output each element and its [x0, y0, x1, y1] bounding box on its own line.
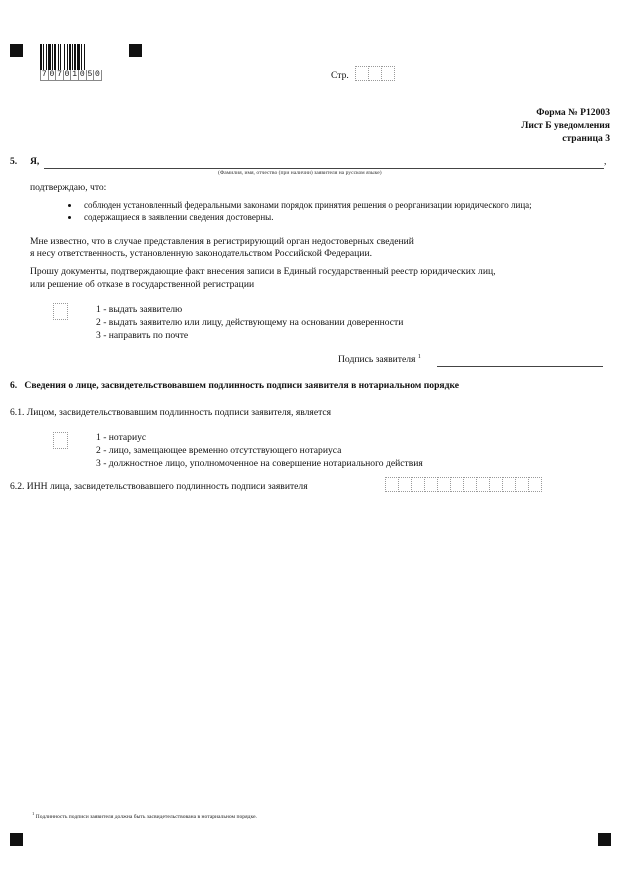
inn-cell[interactable] — [502, 477, 516, 492]
sheet-title: Лист Б уведомления — [521, 120, 610, 131]
responsibility-line2: я несу ответственность, установленную законодательством Российской Федерации. — [30, 248, 372, 259]
inn-cell[interactable] — [385, 477, 399, 492]
barcode-digit: 7 — [57, 70, 62, 79]
q62-text: 6.2. ИНН лица, засвидетельствовавшего подлинность подписи заявителя — [10, 481, 308, 492]
responsibility-line1: Мне известно, что в случае представления в регистрирующий орган недостоверных сведений — [30, 236, 414, 247]
applicant-name-field[interactable] — [44, 168, 604, 169]
inn-cell[interactable] — [424, 477, 438, 492]
footnote-mark: 1 — [32, 811, 35, 816]
inn-cell[interactable] — [489, 477, 503, 492]
inn-cell[interactable] — [528, 477, 542, 492]
barcode-digit: 1 — [72, 70, 78, 79]
notary-option: 3 - должностное лицо, уполномоченное на совершение нотариального действия — [96, 458, 423, 469]
barcode-digit: 0 — [79, 70, 85, 79]
page-number-cell[interactable] — [381, 66, 395, 81]
notary-option: 1 - нотариус — [96, 432, 147, 443]
q61-text: 6.1. Лицом, засвидетельствовавшим подлинность подписи заявителя, является — [10, 407, 332, 418]
inn-cell[interactable] — [463, 477, 477, 492]
form-header — [521, 106, 610, 145]
delivery-option: 3 - направить по почте — [96, 330, 189, 341]
footnote-text: Подлинность подписи заявителя должна быть засвидетельствована в нотариальном порядке. — [35, 813, 257, 820]
bullet-icon — [68, 216, 71, 219]
barcode-digit: 5 — [87, 70, 93, 79]
barcode-digit: 0 — [95, 70, 100, 79]
inn-cell[interactable] — [411, 477, 425, 492]
delivery-option-checkbox[interactable] — [53, 303, 68, 320]
signature-footnote-mark: 1 — [417, 354, 421, 360]
bullet-item: содержащиеся в заявлении сведения достоверны. — [84, 212, 274, 222]
section6-title: 6. Сведения о лице, засвидетельствовавшем подлинность подписи заявителя в нотариальном порядке — [10, 380, 459, 391]
signature-label — [338, 354, 421, 365]
corner-marker-bottom-right — [598, 833, 611, 846]
signature-field[interactable] — [437, 366, 603, 367]
corner-marker-bottom-left — [10, 833, 23, 846]
section5-number: 5. — [10, 156, 18, 167]
barcode-digits — [40, 70, 101, 81]
section5-lead: Я, — [30, 156, 40, 167]
barcode-bar — [85, 44, 86, 70]
inn-cell[interactable] — [450, 477, 464, 492]
footnote — [32, 811, 257, 820]
form-number: Форма № Р12003 — [536, 107, 610, 118]
name-caption: (Фамилия, имя, отчество (при наличии) заявителя на русском языке) — [218, 170, 382, 176]
page-number-cell[interactable] — [355, 66, 369, 81]
page-number-cell[interactable] — [368, 66, 382, 81]
corner-marker-top-left — [10, 44, 23, 57]
bullet-item: соблюден установленный федеральными законами порядок принятия решения о реорганизации юридического лица; — [84, 200, 532, 210]
delivery-option: 2 - выдать заявителю или лицу, действующему на основании доверенности — [96, 317, 404, 328]
barcode-bars — [40, 44, 101, 70]
inn-cell[interactable] — [476, 477, 490, 492]
page-label: Стр. — [331, 70, 349, 81]
request-line2: или решение об отказе в государственной регистрации — [30, 279, 255, 290]
page-title: страница 3 — [562, 133, 610, 144]
page-number-cells[interactable] — [355, 66, 394, 81]
barcode-digit: 7 — [41, 70, 47, 79]
delivery-option: 1 - выдать заявителю — [96, 304, 183, 315]
inn-cell[interactable] — [398, 477, 412, 492]
barcode — [40, 44, 101, 81]
confirm-text: подтверждаю, что: — [30, 182, 107, 193]
trailing-comma: , — [604, 156, 607, 167]
inn-cell[interactable] — [437, 477, 451, 492]
inn-cell[interactable] — [515, 477, 529, 492]
request-line1: Прошу документы, подтверждающие факт внесения записи в Единый государственный реестр юридических лиц, — [30, 266, 496, 277]
notary-type-checkbox[interactable] — [53, 432, 68, 449]
corner-marker-top-right — [129, 44, 142, 57]
barcode-digit: 0 — [64, 70, 70, 79]
signature-label-text: Подпись заявителя — [338, 354, 416, 366]
inn-cells[interactable] — [385, 477, 541, 492]
bullet-icon — [68, 204, 71, 207]
barcode-digit: 0 — [49, 70, 55, 79]
notary-option: 2 - лицо, замещающее временно отсутствующего нотариуса — [96, 445, 342, 456]
